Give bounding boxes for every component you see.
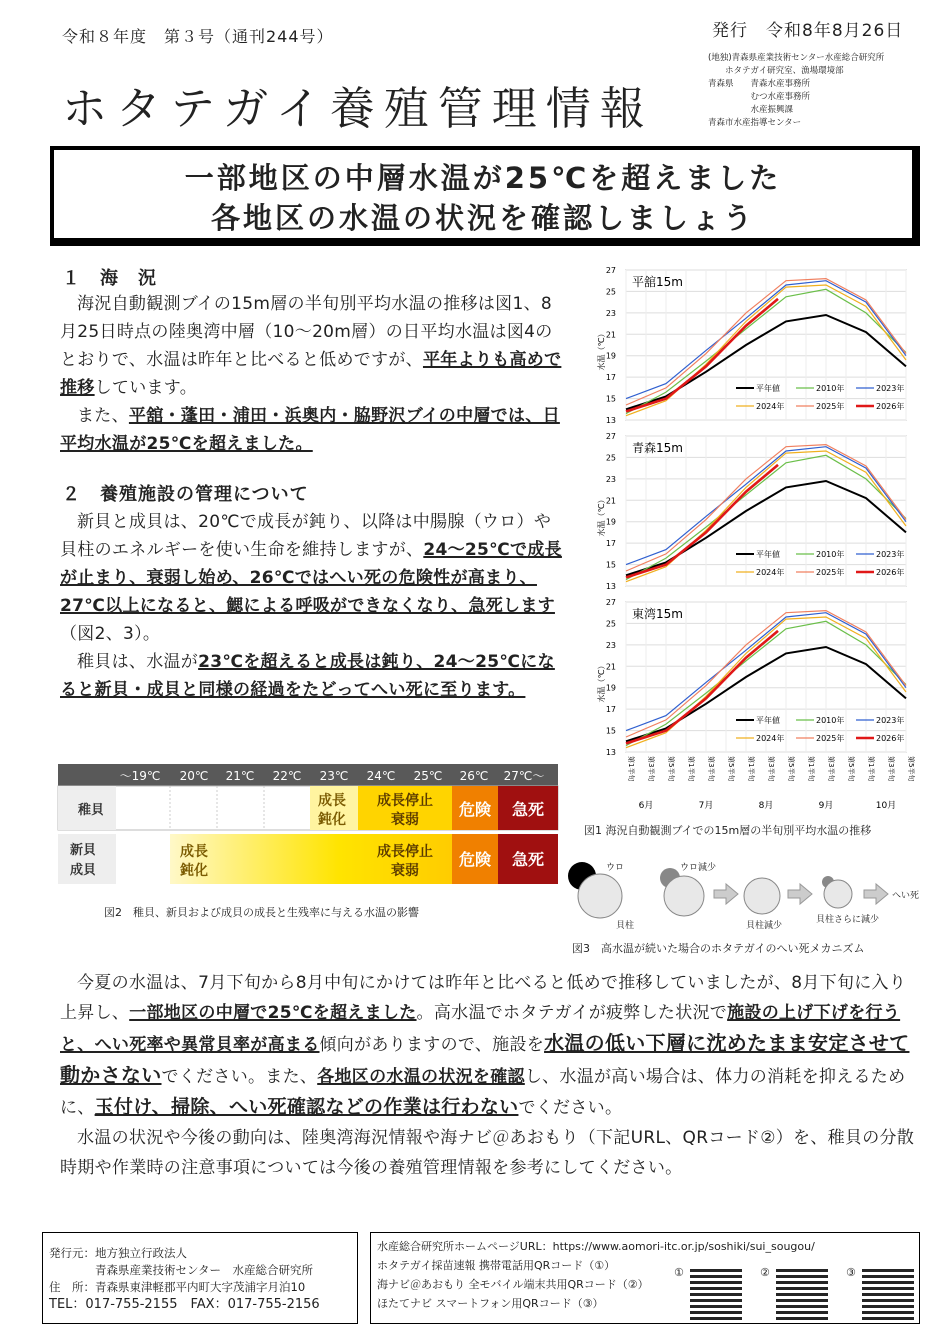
row-label-juvenile: 稚貝 bbox=[78, 803, 105, 818]
y-tick-label: 15 bbox=[605, 560, 616, 570]
s1-underline: 平舘・蓬田・浦田・浜奥内・脇野沢ブイの中層では、日平均水温が25℃を超えました。 bbox=[60, 406, 560, 454]
y-axis-label: 水温（℃） bbox=[597, 661, 606, 703]
x-tick-label: 第3半旬 bbox=[887, 756, 895, 782]
publisher-line: 青森市水産指導センター bbox=[708, 118, 802, 128]
cell-slow: 成長 bbox=[318, 793, 346, 809]
legend-label: 2024年 bbox=[756, 734, 785, 743]
legend-label: 2023年 bbox=[876, 384, 905, 393]
y-tick-label: 23 bbox=[605, 640, 616, 650]
col-header: 27℃～ bbox=[503, 769, 545, 783]
scallop-icon bbox=[744, 878, 780, 914]
section2-title: ２ 養殖施設の管理について bbox=[62, 484, 309, 505]
col-header: 22℃ bbox=[272, 769, 302, 783]
qr-label-1: ホタテガイ採苗速報 携帯電話用QRコード（①） bbox=[377, 1259, 616, 1272]
homepage-url[interactable]: 水産総合研究所ホームページURL：https://www.aomori-itc.or.jp/soshiki/sui_sougou/ bbox=[377, 1240, 815, 1253]
fig2-caption: 図2 稚貝、新貝および成貝の成長と生残率に与える水温の影響 bbox=[104, 906, 419, 919]
label-death: へい死 bbox=[892, 891, 920, 901]
legend-label: 平年値 bbox=[756, 384, 780, 393]
col-header: 21℃ bbox=[225, 769, 255, 783]
s2-text: 新貝と成貝は、20℃で成長が鈍り、以降は中腸腺（ウロ）や貝柱のエネルギーを使い生命を維持しますが、 bbox=[60, 512, 552, 560]
cell-slow2: 鈍化 bbox=[318, 812, 346, 828]
cell-slow: 成長 bbox=[180, 844, 208, 860]
x-tick-label: 第5半旬 bbox=[847, 756, 855, 782]
x-tick-label: 第1半旬 bbox=[627, 756, 635, 782]
cell-danger: 危険 bbox=[458, 850, 492, 869]
y-tick-label: 17 bbox=[605, 373, 616, 383]
x-tick-label: 第1半旬 bbox=[807, 756, 815, 782]
chart-title: 青森15m bbox=[632, 441, 683, 455]
scallop-icon bbox=[578, 874, 622, 918]
chart-title: 平舘15m bbox=[632, 275, 683, 289]
label-uro: ウロ bbox=[606, 863, 625, 873]
legend-label: 2010年 bbox=[816, 716, 845, 725]
body-text-span: でください。 bbox=[518, 1098, 623, 1118]
qr-num-2: ② bbox=[760, 1266, 770, 1279]
publisher-line: 青森県 青森水産事務所 bbox=[708, 79, 811, 89]
col-header: 20℃ bbox=[179, 769, 209, 783]
body-text-span: 傾向がありますので、施設を bbox=[319, 1035, 545, 1055]
fig3-caption: 図3 高水温が続いた場合のホタテガイのへい死メカニズム bbox=[572, 942, 865, 955]
y-tick-label: 25 bbox=[605, 287, 616, 297]
y-tick-label: 23 bbox=[605, 474, 616, 484]
legend-label: 2026年 bbox=[876, 734, 905, 743]
row-label-adult: 新貝 bbox=[70, 843, 97, 858]
x-tick-label: 第3半旬 bbox=[707, 756, 715, 782]
x-tick-label: 第1半旬 bbox=[687, 756, 695, 782]
legend-label: 2010年 bbox=[816, 384, 845, 393]
month-label: 6月 bbox=[638, 801, 654, 811]
x-tick-label: 第1半旬 bbox=[747, 756, 755, 782]
arrow-icon bbox=[714, 884, 888, 904]
headline-line2: 各地区の水温の状況を確認しましょう bbox=[210, 201, 755, 235]
body-underline: 玉付け、掃除、へい死確認などの作業は行わない bbox=[94, 1096, 519, 1118]
section1-text bbox=[60, 290, 565, 458]
body-underline: 水温の低い下層に沈めたまま安定させて動かさない bbox=[60, 1031, 910, 1087]
y-tick-label: 17 bbox=[605, 539, 616, 549]
row-label-adult2: 成貝 bbox=[70, 863, 97, 878]
body-text-span: でください。また、 bbox=[161, 1067, 318, 1087]
month-label: 8月 bbox=[758, 801, 774, 811]
s2-text: 稚貝は、水温が bbox=[77, 652, 199, 672]
month-label: 7月 bbox=[698, 801, 714, 811]
y-axis-label: 水温（℃） bbox=[597, 495, 606, 537]
publisher-line: ホタテガイ研究室、漁場環境部 bbox=[708, 66, 844, 76]
y-tick-label: 27 bbox=[605, 432, 616, 441]
legend-label: 2024年 bbox=[756, 402, 785, 411]
body-underline: 一部地区の中層で25℃を超えました bbox=[129, 1003, 417, 1023]
s1-text: 海況自動観測ブイの15m層の半旬別平均水温の推移は図1、8月25日時点の陸奥湾中層（10～20m層）の日平均水温は図4のとおりで、水温は昨年と比べると低めですが、 bbox=[60, 294, 553, 370]
body-text-span: し、水温が高い場合は、体力の消耗を抑えるために、 bbox=[60, 1067, 906, 1118]
cell-weak: 衰弱 bbox=[391, 812, 419, 828]
legend-label: 2023年 bbox=[876, 716, 905, 725]
y-tick-label: 17 bbox=[605, 705, 616, 715]
qr-code-3[interactable] bbox=[862, 1268, 914, 1320]
y-tick-label: 19 bbox=[605, 683, 616, 693]
col-header: 23℃ bbox=[319, 769, 349, 783]
y-tick-label: 21 bbox=[605, 662, 616, 672]
y-tick-label: 15 bbox=[605, 394, 616, 404]
col-header: 24℃ bbox=[366, 769, 396, 783]
qr-label-3: ほたてナビ スマートフォン用QRコード（③） bbox=[377, 1297, 604, 1310]
s2-text: （図2、3）。 bbox=[60, 624, 161, 644]
publish-date: 発行 令和8年8月26日 bbox=[712, 21, 904, 41]
publisher-line: 水産振興課 bbox=[708, 105, 794, 115]
y-tick-label: 21 bbox=[605, 496, 616, 506]
legend-label: 2023年 bbox=[876, 550, 905, 559]
cell-stop: 成長停止 bbox=[377, 793, 433, 809]
y-tick-label: 25 bbox=[605, 453, 616, 463]
y-tick-label: 15 bbox=[605, 726, 616, 736]
x-tick-label: 第3半旬 bbox=[647, 756, 655, 782]
page-title: ホタテガイ養殖管理情報 bbox=[62, 82, 654, 135]
chart-title: 東湾15m bbox=[632, 607, 683, 621]
publisher-line: むつ水産事務所 bbox=[708, 92, 811, 102]
s1-underline: 平年よりも高めで推移 bbox=[60, 350, 562, 398]
legend-label: 2024年 bbox=[756, 568, 785, 577]
mortality-diagram bbox=[566, 858, 936, 938]
legend-label: 平年値 bbox=[756, 716, 780, 725]
label-uro-dec: ウロ減少 bbox=[680, 863, 717, 873]
legend-label: 2026年 bbox=[876, 402, 905, 411]
footer-line: 発行元：地方独立行政法人 bbox=[49, 1246, 187, 1260]
body-text-span: 。高水温でホタテガイが疲弊した状況で bbox=[416, 1003, 728, 1023]
footer-line: 青森県産業技術センター 水産総合研究所 bbox=[49, 1263, 314, 1277]
headline-box bbox=[50, 146, 920, 246]
qr-num-1: ① bbox=[674, 1266, 684, 1279]
chart-2 bbox=[596, 598, 906, 757]
qr-num-3: ③ bbox=[846, 1266, 856, 1279]
cell-death: 急死 bbox=[511, 850, 545, 869]
s2-underline: 24～25℃で成長が止まり、衰弱し始め、26℃ではへい死の危険性が高まり、27℃以上になると、鰓による呼吸ができなくなり、急死します bbox=[60, 540, 562, 616]
footer-publisher bbox=[42, 1232, 358, 1324]
temperature-effect-table bbox=[58, 764, 558, 890]
qr-label-2: 海ナビ＠あおもり 全モバイル端末共用QRコード（②） bbox=[377, 1278, 649, 1291]
x-tick-label: 第5半旬 bbox=[907, 756, 915, 782]
col-header: 25℃ bbox=[413, 769, 443, 783]
cell-death: 急死 bbox=[511, 800, 545, 819]
chart-1 bbox=[596, 432, 906, 591]
legend-label: 2026年 bbox=[876, 568, 905, 577]
s2-underline: 23℃を超えると成長は鈍り、24～25℃になると新貝・成貝と同様の経過をたどってへい死に至ります。 bbox=[60, 652, 555, 700]
body-text-span: 今夏の水温は、7月下旬から8月中旬にかけては昨年と比べると低めで推移していましたが、8月下旬に入り上昇し、 bbox=[60, 973, 907, 1023]
footer-links bbox=[370, 1232, 920, 1324]
cell-danger: 危険 bbox=[458, 800, 492, 819]
footer-line: TEL：017-755-2155 FAX：017-755-2156 bbox=[49, 1297, 320, 1312]
x-tick-label: 第5半旬 bbox=[727, 756, 735, 782]
chart-0 bbox=[596, 266, 906, 425]
y-tick-label: 21 bbox=[605, 330, 616, 340]
y-axis-label: 水温（℃） bbox=[597, 329, 606, 371]
body-text bbox=[60, 968, 916, 1183]
section1-title: １ 海 況 bbox=[62, 268, 157, 289]
y-tick-label: 23 bbox=[605, 308, 616, 318]
x-tick-label: 第5半旬 bbox=[667, 756, 675, 782]
s1-text: また、 bbox=[77, 406, 129, 426]
month-label: 9月 bbox=[818, 801, 834, 811]
chart-svg bbox=[582, 264, 915, 811]
y-tick-label: 27 bbox=[605, 598, 616, 607]
y-tick-label: 25 bbox=[605, 619, 616, 629]
label-kaibashira-dec: 貝柱減少 bbox=[746, 921, 783, 931]
headline-line1: 一部地区の中層水温が25℃を超えました bbox=[184, 161, 782, 195]
legend-label: 平年値 bbox=[756, 550, 780, 559]
body-underline: 施設の上げ下げを行うと、へい死率や異常貝率が高まる bbox=[60, 1003, 901, 1055]
col-header: ～19℃ bbox=[119, 769, 161, 783]
x-tick-label: 第5半旬 bbox=[787, 756, 795, 782]
col-header: 26℃ bbox=[459, 769, 489, 783]
x-tick-label: 第3半旬 bbox=[827, 756, 835, 782]
qr-code-2[interactable] bbox=[776, 1268, 828, 1320]
legend-label: 2025年 bbox=[816, 402, 845, 411]
scallop-icon bbox=[664, 876, 704, 916]
footer-line: 住 所：青森県東津軽郡平内町大字茂浦字月泊10 bbox=[49, 1280, 306, 1294]
x-tick-label: 第1半旬 bbox=[867, 756, 875, 782]
month-label: 10月 bbox=[875, 801, 897, 811]
y-tick-label: 19 bbox=[605, 517, 616, 527]
cell-slow2: 鈍化 bbox=[180, 863, 208, 879]
y-tick-label: 13 bbox=[605, 582, 616, 591]
chart-area bbox=[582, 264, 915, 811]
s1-text: しています。 bbox=[94, 378, 198, 398]
y-tick-label: 13 bbox=[605, 748, 616, 757]
issue-number: 令和８年度 第３号（通刊244号） bbox=[62, 27, 334, 46]
label-kaibashira-dec2: 貝柱さらに減少 bbox=[816, 915, 880, 925]
qr-code-1[interactable] bbox=[690, 1268, 742, 1320]
y-tick-label: 13 bbox=[605, 416, 616, 425]
legend-label: 2025年 bbox=[816, 734, 845, 743]
y-tick-label: 27 bbox=[605, 266, 616, 275]
section2-text bbox=[60, 508, 565, 704]
body-paragraph2: 水温の状況や今後の動向は、陸奥湾海況情報や海ナビ＠あおもり（下記URL、QRコード②）を、稚貝の分散時期や作業時の注意事項については今後の養殖管理情報を参考にしてください。 bbox=[60, 1128, 915, 1178]
cell-weak: 衰弱 bbox=[391, 863, 419, 879]
cell-stop: 成長停止 bbox=[377, 844, 433, 860]
x-tick-label: 第3半旬 bbox=[767, 756, 775, 782]
y-tick-label: 19 bbox=[605, 351, 616, 361]
label-kaibashira: 貝柱 bbox=[616, 921, 635, 931]
scallop-icon bbox=[824, 880, 852, 908]
legend-label: 2025年 bbox=[816, 568, 845, 577]
publisher-list bbox=[708, 52, 884, 130]
publisher-line: (地独)青森県産業技術センター水産総合研究所 bbox=[708, 53, 885, 63]
body-underline: 各地区の水温の状況を確認 bbox=[317, 1067, 525, 1087]
fig1-caption: 図1 海況自動観測ブイでの15m層の半旬別平均水温の推移 bbox=[584, 824, 872, 837]
legend-label: 2010年 bbox=[816, 550, 845, 559]
